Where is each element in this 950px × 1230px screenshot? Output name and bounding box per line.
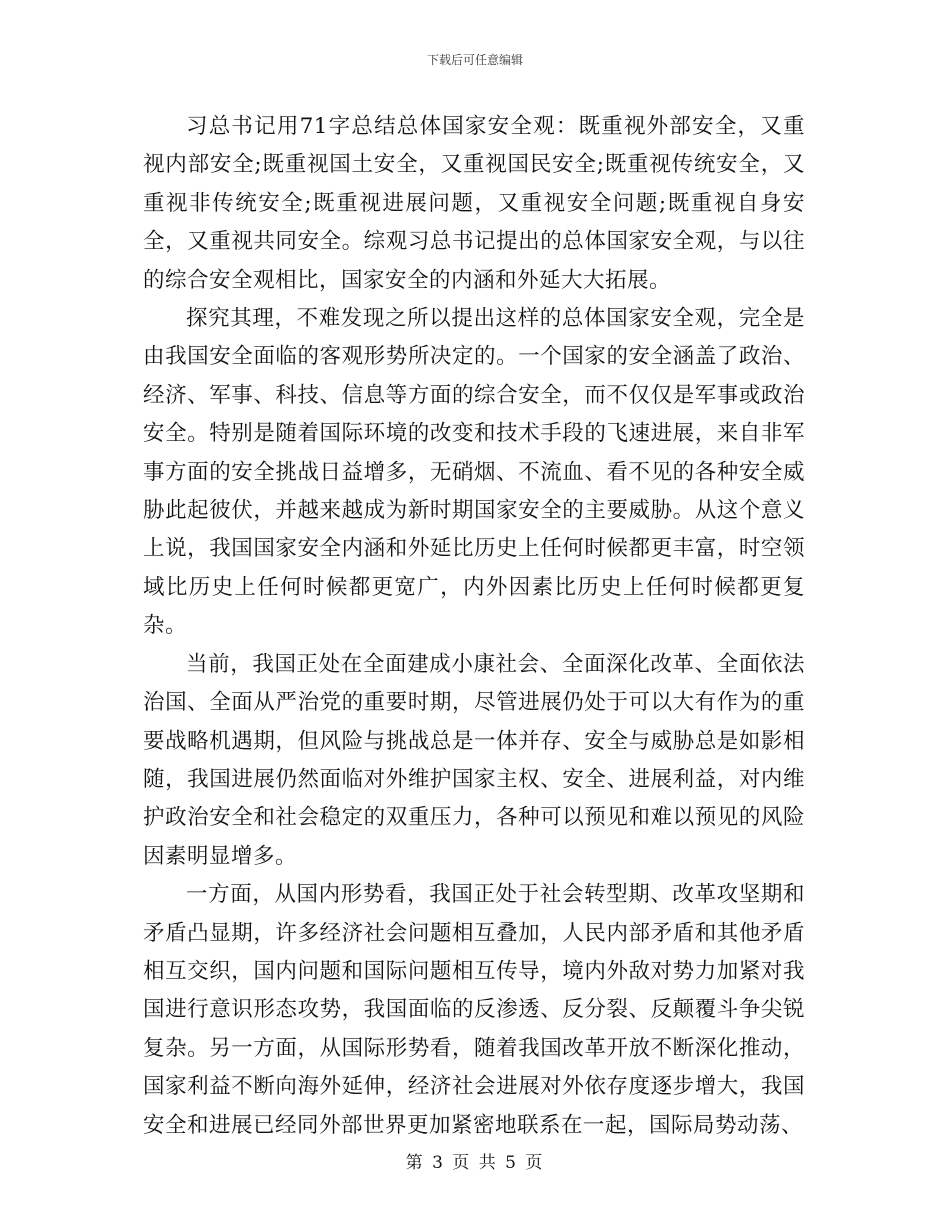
page-number: 第 3 页 共 5 页 bbox=[405, 1153, 545, 1173]
paragraph: 探究其理，不难发现之所以提出这样的总体国家安全观，完全是由我国安全面临的客观形势所决定的。一个国家的安全涵盖了政治、经济、军事、科技、信息等方面的综合安全，而不仅仅是军事或政治安全。特别是随着国际环境的改变和技术手段的飞速进展，来自非军事方面的安全挑战日益增多，无硝烟、不流血、看不见的各种安全威胁此起彼伏，并越来越成为新时期国家安全的主要威胁。从这个意义上说，我国国家安全内涵和外延比历史上任何时候都更丰富，时空领域比历史上任何时候都更宽广，内外因素比历史上任何时候都更复杂。 bbox=[143, 306, 805, 639]
paragraph: 习总书记用71字总结总体国家安全观：既重视外部安全，又重视内部安全;既重视国土安全，又重视国民安全;既重视传统安全，又重视非传统安全;既重视进展问题，又重视安全问题;既重视自身安全，又重视共同安全。综观习总书记提出的总体国家安全观，与以往的综合安全观相比，国家安全的内涵和外延大大拓展。 bbox=[143, 114, 805, 293]
paragraph: 一方面，从国内形势看，我国正处于社会转型期、改革攻坚期和矛盾凸显期，许多经济社会问题相互叠加，人民内部矛盾和其他矛盾相互交织，国内问题和国际问题相互传导，境内外敌对势力加紧对我国进行意识形态攻势，我国面临的反渗透、反分裂、反颠覆斗争尖锐复杂。另一方面，从国际形势看，随着我国改革开放不断深化推动，国家利益不断向海外延伸，经济社会进展对外依存度逐步增大，我国安全和进展已经同外部世界更加紧密地联系在一起，国际局势动荡、 bbox=[143, 882, 805, 1138]
paragraph: 当前，我国正处在全面建成小康社会、全面深化改革、全面依法治国、全面从严治党的重要时期，尽管进展仍处于可以大有作为的重要战略机遇期，但风险与挑战总是一体并存、安全与威胁总是如影相随，我国进展仍然面临对外维护国家主权、安全、进展利益，对内维护政治安全和社会稳定的双重压力，各种可以预见和难以预见的风险因素明显增多。 bbox=[143, 651, 805, 869]
document-body bbox=[143, 108, 805, 1145]
page-header: 下载后可任意编辑 bbox=[426, 53, 523, 67]
